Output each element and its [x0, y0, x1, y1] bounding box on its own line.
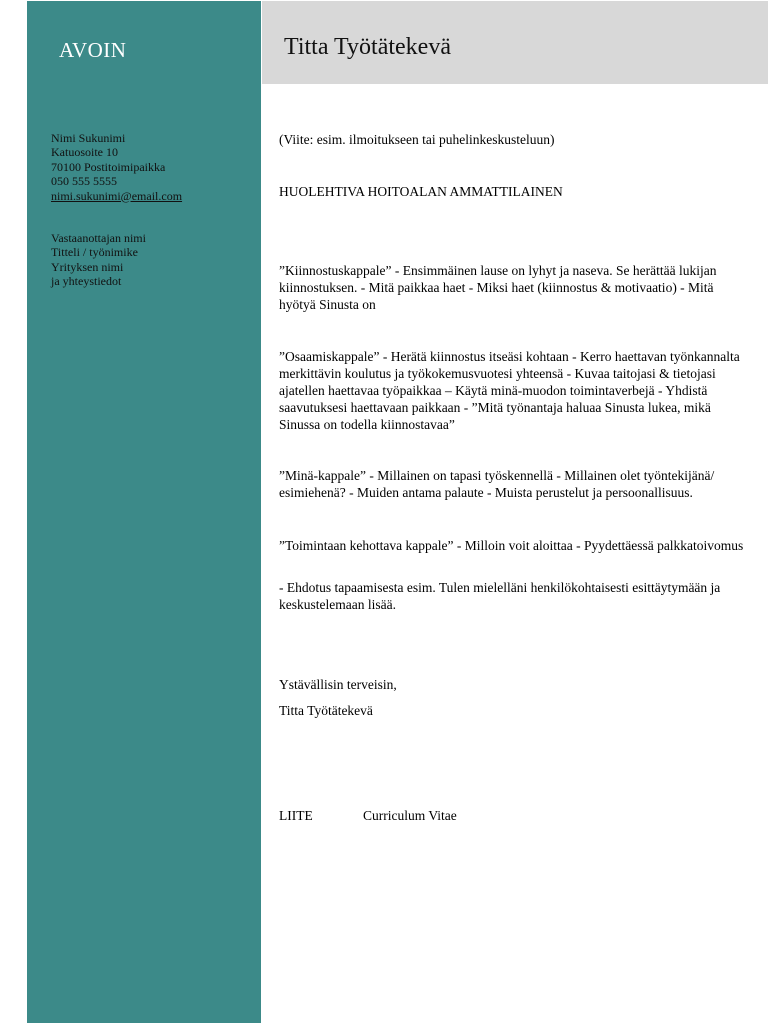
- recipient-company: Yrityksen nimi: [51, 259, 124, 274]
- header-band: [262, 1, 768, 84]
- attachment-label: LIITE: [279, 808, 313, 823]
- sender-email-link[interactable]: nimi.sukunimi@email.com: [51, 188, 183, 203]
- recipient-title: Titteli / työnimike: [51, 245, 138, 260]
- recipient-contact-block: [51, 231, 146, 289]
- sender-contact-block: [51, 131, 182, 203]
- sender-phone: 050 555 5555: [51, 174, 117, 189]
- attachment-line: [279, 807, 579, 824]
- skills-paragraph: ”Osaamiskappale” - Herätä kiinnostus itseäsi kohtaan - Kerro haettavan työnkannalta merkittävin koulutus ja työkokemusvuotesi yhteensä - Kuvaa taitojasi & tietojasi ajatellen haettavaa työpaikkaa – Käytä minä-muodon toimintaverbejä - Yhdistä saavutuksesi haettavaan paikkaan - ”Mitä työnantaja haluaa Sinusta lukea, mikä Sinussa on todella kiinnostavaa”: [279, 349, 740, 432]
- sender-name: Nimi Sukunimi: [51, 131, 126, 145]
- sender-postal: 70100 Postitoimipaikka: [51, 159, 166, 174]
- sidebar-title: AVOIN: [59, 38, 127, 62]
- reference-line: (Viite: esim. ilmoitukseen tai puhelinkeskusteluun): [279, 132, 555, 147]
- closing-line: Ystävällisin terveisin,: [279, 677, 397, 692]
- meeting-proposal-paragraph: - Ehdotus tapaamisesta esim. Tulen mielelläni henkilökohtaisesti esittäytymään ja keskustelemaan lisää.: [279, 580, 721, 612]
- attachment-value: Curriculum Vitae: [363, 808, 457, 823]
- call-to-action-paragraph: ”Toimintaan kehottava kappale” - Milloin voit aloittaa - Pyydettäessä palkkatoivomus: [279, 538, 744, 553]
- sidebar: [27, 1, 261, 1023]
- interest-paragraph: ”Kiinnostuskappale” - Ensimmäinen lause on lyhyt ja naseva. Se herättää lukijan kiinnostuksen. - Mitä paikkaa haet - Miksi haet (kiinnostus & motivaatio) - Mitä hyötyä Sinusta on: [279, 263, 717, 312]
- signature-name: Titta Työtätekevä: [279, 703, 373, 718]
- recipient-contact: ja yhteystiedot: [51, 274, 122, 289]
- personal-paragraph: ”Minä-kappale” - Millainen on tapasi työskennellä - Millainen olet työntekijänä/ esimiehenä? - Muiden antama palaute - Muista perustelut ja persoonallisuus.: [279, 468, 715, 500]
- applicant-name: Titta Työtätekevä: [284, 34, 451, 60]
- sender-address: Katuosoite 10: [51, 145, 118, 160]
- letter-headline: HUOLEHTIVA HOITOALAN AMMATTILAINEN: [279, 184, 563, 199]
- recipient-name: Vastaanottajan nimi: [51, 231, 146, 245]
